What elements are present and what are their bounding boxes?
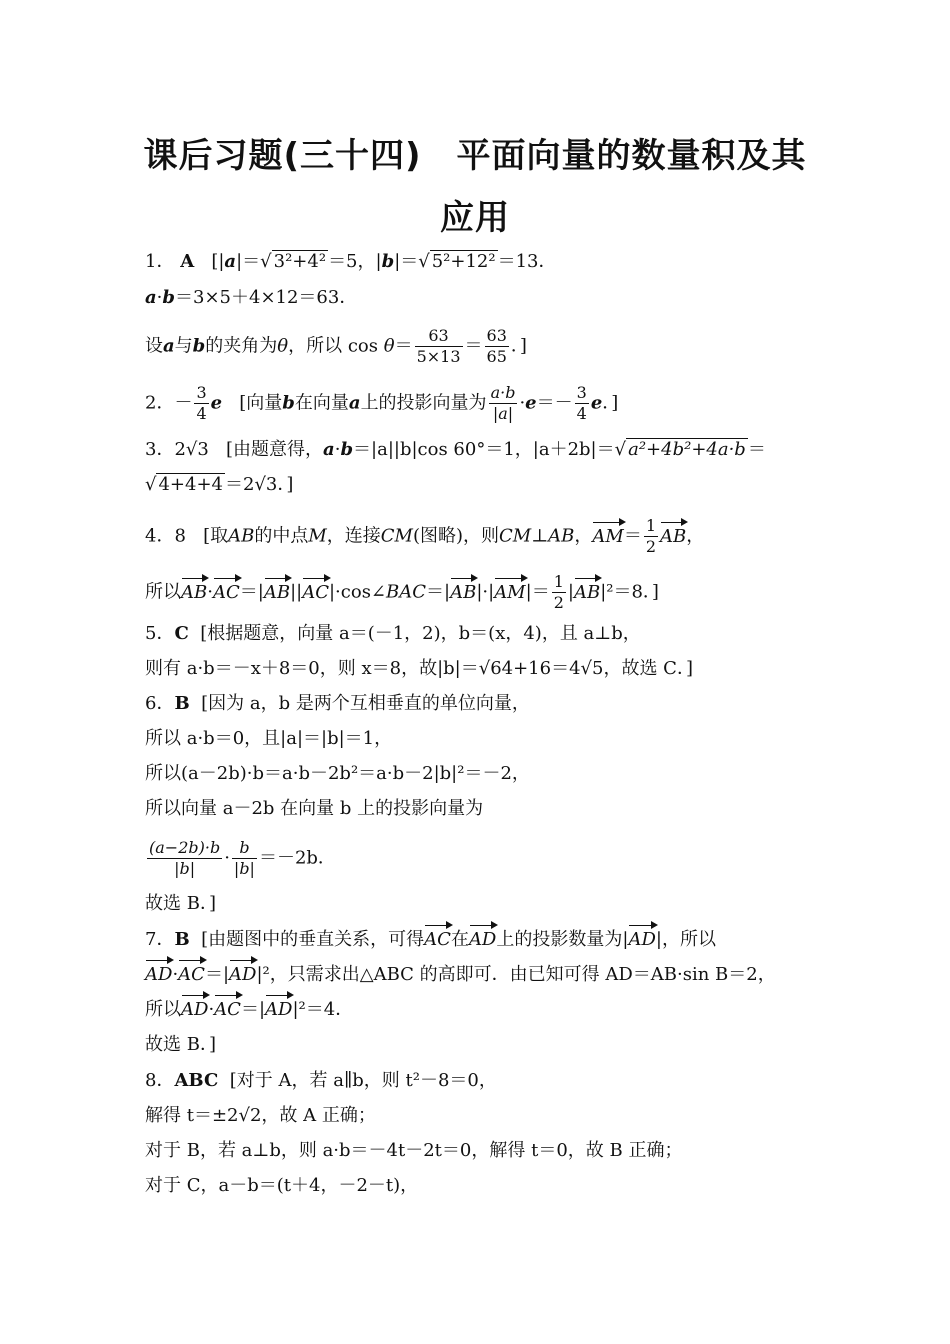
- q4-text: |²＝8．]: [600, 581, 659, 603]
- vector-a: a: [224, 251, 237, 272]
- q7-text: 故选 B．]: [145, 1034, 216, 1055]
- vector-e: e: [210, 392, 223, 414]
- q8-number: 8．: [145, 1070, 175, 1091]
- segment-cm: CM: [380, 525, 413, 547]
- q1-text: 的夹角为: [205, 335, 278, 357]
- vector-b: b: [381, 251, 395, 272]
- vector-ab: AB: [660, 524, 686, 550]
- vector-ac: AC: [424, 927, 451, 953]
- angle-bac: BAC: [386, 581, 427, 603]
- q7-text: 在: [450, 929, 469, 950]
- q4-text: |: [567, 581, 574, 603]
- q7-answer: B: [174, 929, 190, 950]
- vector-a: a: [348, 392, 361, 414]
- q7-text: |，所以: [655, 929, 716, 950]
- vector-a: a: [323, 439, 335, 460]
- fraction: $\frac{a\cdot b}{|a|}$: [490, 383, 516, 423]
- vector-ab: AB: [574, 580, 600, 606]
- q6-text: 所以向量 a－2b 在向量 b 上的投影向量为: [145, 798, 484, 819]
- q4-text: [取: [203, 525, 229, 547]
- q4-number: 4．: [145, 525, 175, 547]
- q3-line1: [145, 437, 766, 463]
- fraction: $\frac{3}{4}$: [576, 383, 587, 423]
- q6-line2: [145, 726, 392, 752]
- q6-text: 所以 a·b＝0，且|a|＝|b|＝1，: [145, 728, 393, 749]
- vector-a: a: [145, 287, 157, 308]
- q2-answer: －: [174, 392, 193, 414]
- vector-ac: AC: [302, 580, 329, 606]
- q6-line1: [145, 691, 530, 717]
- vector-ad: AD: [181, 997, 208, 1023]
- q5-line1: [145, 621, 641, 647]
- dot-operator: ·: [172, 964, 179, 985]
- q7-number: 7．: [145, 929, 175, 950]
- vector-a: a: [163, 335, 175, 357]
- q8-text: 对于 C，a－b＝(t＋4，－2－t)，: [145, 1175, 419, 1196]
- q1-number: 1．: [145, 251, 175, 272]
- vector-ad: AD: [229, 962, 256, 988]
- q1-text: |＝√: [394, 251, 430, 272]
- q5-text: [根据题意，向量 a＝(－1，2)，b＝(x，4)，且 a⊥b，: [200, 623, 641, 644]
- q6-line3: [145, 761, 530, 787]
- q4-text: ＝|: [239, 581, 264, 603]
- q4-text: |·cos∠: [328, 581, 387, 603]
- vector-e: e: [525, 392, 537, 414]
- page-title-line2: 应用: [440, 198, 510, 238]
- vector-ab: AB: [181, 580, 207, 606]
- q1-text: ＝: [464, 335, 483, 357]
- q4-text: ＝|: [426, 581, 451, 603]
- vector-b: b: [282, 392, 295, 414]
- q1-text: ＝5，|: [328, 251, 382, 272]
- vector-ad: AD: [469, 927, 496, 953]
- fraction: $\frac{1}{2}$: [645, 516, 657, 556]
- point-m: M: [308, 525, 327, 547]
- q3-answer: 2√3: [174, 439, 209, 460]
- q6-number: 6．: [145, 693, 175, 714]
- theta: θ: [277, 335, 289, 357]
- q4-line2: [145, 574, 659, 611]
- q8-line1: [145, 1068, 497, 1094]
- vector-ac: AC: [213, 580, 240, 606]
- q4-text: ||: [290, 581, 303, 603]
- q3-text: [由题意得，: [226, 439, 324, 460]
- vector-b: b: [162, 287, 175, 308]
- q6-line5: [145, 840, 336, 877]
- q1-text: [|: [211, 251, 225, 272]
- q6-answer: B: [174, 693, 190, 714]
- vector-ad: AD: [145, 962, 172, 988]
- q7-line1: [145, 927, 716, 953]
- q1-text: |＝√: [236, 251, 272, 272]
- q4-text: (图略)，则: [412, 525, 500, 547]
- fraction: $\frac{63}{5\times 13}$: [416, 326, 461, 366]
- q5-text: 则有 a·b＝－x＋8＝0，则 x＝8，故|b|＝√64+16＝4√5，故选 C．]: [145, 658, 693, 679]
- q8-line2: [145, 1103, 376, 1129]
- q4-text: ＝: [623, 525, 642, 547]
- q4-answer: 8: [174, 525, 186, 547]
- q5-number: 5．: [145, 623, 175, 644]
- q8-text: 对于 B，若 a⊥b，则 a·b＝－4t－2t＝0，解得 t＝0，故 B 正确；: [145, 1140, 683, 1161]
- q2-text: 上的投影向量为: [360, 392, 487, 414]
- q1-text: ＝: [394, 335, 413, 357]
- q1-text: 与: [174, 335, 193, 357]
- vector-ac: AC: [214, 997, 241, 1023]
- perp-symbol: ⊥: [531, 525, 549, 547]
- q7-text: ＝|: [204, 964, 230, 985]
- q7-text: 所以: [145, 999, 181, 1020]
- q7-text: ＝|: [240, 999, 266, 1020]
- q4-text: |＝: [525, 581, 550, 603]
- q4-text: ，: [686, 525, 705, 547]
- dot-operator: ·: [519, 392, 526, 414]
- q1-text: ．]: [510, 335, 527, 357]
- q7-line4: [145, 1032, 216, 1058]
- q3-text: ＝: [747, 439, 766, 460]
- q6-line6: [145, 891, 216, 917]
- q3-line2: [145, 472, 293, 498]
- q8-text: 解得 t＝±2√2，故 A 正确；: [145, 1105, 376, 1126]
- q1-radicand: 3²+4²: [273, 251, 327, 272]
- fraction: $\frac{b}{|b|}$: [233, 838, 255, 878]
- q7-line3: [145, 997, 353, 1023]
- q6-text: ＝－2b．: [258, 847, 336, 869]
- q2-text: ＝－: [536, 392, 573, 414]
- q4-text: ，: [574, 525, 593, 547]
- fraction: $\frac{(a-2b)\cdot b}{|b|}$: [149, 838, 221, 878]
- theta: θ: [383, 335, 395, 357]
- q4-line1: [145, 518, 704, 555]
- q2-number: 2．: [145, 392, 175, 414]
- q1-answer: A: [180, 251, 195, 272]
- q1-text: ，所以 cos: [288, 335, 384, 357]
- q1-line2: [145, 285, 357, 311]
- q2-text: ．]: [602, 392, 619, 414]
- q3-radicand: a²+4b²+4a·b: [628, 439, 746, 460]
- vector-ad: AD: [265, 997, 292, 1023]
- vector-e: e: [590, 392, 603, 414]
- fraction: $\frac{3}{4}$: [196, 383, 207, 423]
- vector-ac: AC: [178, 962, 205, 988]
- dot-operator: ·: [156, 287, 163, 308]
- sqrt-sign: √: [145, 474, 157, 495]
- q1-text: 设: [145, 335, 163, 357]
- dot-operator: ·: [208, 999, 215, 1020]
- q1-text: ＝13．: [497, 251, 557, 272]
- q3-number: 3．: [145, 439, 175, 460]
- q6-text: 故选 B．]: [145, 893, 216, 914]
- q3-text: ＝|a||b|cos 60°＝1，|a＋2b|＝√: [353, 439, 627, 460]
- q5-line2: [145, 656, 693, 682]
- q6-text: [因为 a，b 是两个互相垂直的单位向量，: [201, 693, 530, 714]
- segment-cm: CM: [499, 525, 532, 547]
- q1-radicand: 5²+12²: [431, 251, 496, 272]
- vector-b: b: [340, 439, 354, 460]
- vector-am: AM: [494, 580, 525, 606]
- segment-ab: AB: [228, 525, 255, 547]
- page-title-line1: 课后习题(三十四) 平面向量的数量积及其: [143, 136, 807, 176]
- q7-text: |²＝4．: [292, 999, 354, 1020]
- q1-line3: [145, 328, 527, 365]
- q4-text: 所以: [145, 581, 181, 603]
- q3-radicand: 4+4+4: [158, 474, 224, 495]
- q2-text: 在向量: [294, 392, 349, 414]
- q5-answer: C: [174, 623, 189, 644]
- q7-line2: [145, 962, 776, 988]
- q8-line3: [145, 1138, 682, 1164]
- q6-line4: [145, 796, 483, 822]
- q6-text: 所以(a－2b)·b＝a·b－2b²＝a·b－2|b|²＝－2，: [145, 763, 530, 784]
- q3-text: ＝2√3．]: [225, 474, 294, 495]
- fraction: $\frac{1}{2}$: [553, 572, 564, 612]
- q8-line4: [145, 1173, 418, 1199]
- q4-text: ，连接: [326, 525, 381, 547]
- dot-operator: ·: [334, 439, 341, 460]
- q8-answer: ABC: [174, 1070, 219, 1091]
- vector-ab: AB: [450, 580, 476, 606]
- q1-line1: [145, 249, 557, 275]
- vector-b: b: [192, 335, 206, 357]
- q8-text: [对于 A，若 a∥b，则 t²－8＝0，: [229, 1070, 497, 1091]
- vector-ad: AD: [628, 927, 655, 953]
- vector-ab: AB: [264, 580, 290, 606]
- segment-ab: AB: [548, 525, 575, 547]
- q2-text: [向量: [239, 392, 283, 414]
- q4-text: |·|: [476, 581, 495, 603]
- q7-text: [由题图中的垂直关系，可得: [201, 929, 425, 950]
- q7-text: |²，只需求出△ABC 的高即可．由已知可得 AD＝AB·sin B＝2，: [256, 964, 776, 985]
- q1-text: ＝3×5＋4×12＝63．: [175, 287, 358, 308]
- fraction: $\frac{63}{65}$: [486, 326, 507, 366]
- q2-line: [145, 385, 618, 422]
- q7-text: 上的投影数量为|: [496, 929, 629, 950]
- vector-am: AM: [592, 524, 623, 550]
- dot-operator: ·: [207, 581, 213, 603]
- q4-text: 的中点: [254, 525, 309, 547]
- dot-operator: ·: [224, 847, 230, 869]
